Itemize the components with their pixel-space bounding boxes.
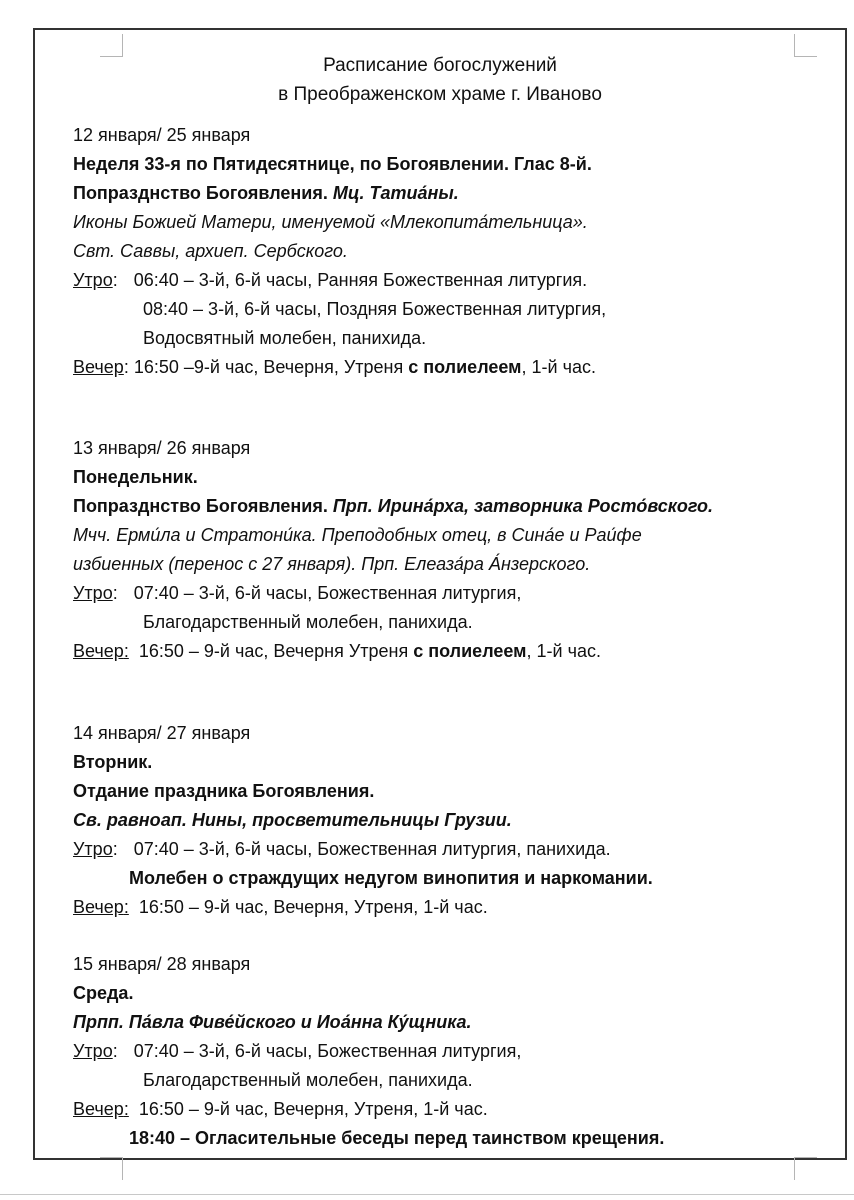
day-date: 12 января/ 25 января (73, 125, 251, 145)
commemoration-line: Свт. Саввы, архиеп. Сербского. (73, 241, 348, 261)
moleben-line: Молебен о страждущих недугом винопития и наркомании. (129, 868, 653, 888)
feast-saint: Мц. Татиа́ны. (332, 183, 459, 203)
morning-line: Утро: 06:40 – 3-й, 6-й часы, Ранняя Божественная литургия. (73, 270, 588, 290)
feast-plain: Попразднство Богоявления. (73, 496, 333, 516)
crop-mark-bottom-left (100, 1157, 123, 1180)
service-time: 06:40 – 3-й, 6-й часы, Ранняя Божественная литургия. (133, 270, 588, 290)
day-date: 14 января/ 27 января (73, 723, 251, 743)
evening-line: Вечер: 16:50 – 9-й час, Вечерня, Утреня, 1-й час. (73, 897, 488, 917)
crop-mark-bottom-right (794, 1157, 817, 1180)
schedule-document (73, 50, 813, 1153)
morning-label: Утро (73, 1041, 113, 1061)
day-date: 13 января/ 26 января (73, 438, 251, 458)
day-date: 15 января/ 28 января (73, 954, 251, 974)
morning-line: Водосвятный молебен, панихида. (143, 328, 427, 348)
morning-label: Утро (73, 839, 113, 859)
feast-line (73, 492, 813, 521)
day-section (73, 434, 813, 666)
evening-line: Вечер: 16:50 –9-й час, Вечерня, Утреня с полиелеем, 1-й час. (73, 357, 596, 377)
morning-line: Утро: 07:40 – 3-й, 6-й часы, Божественная литургия, (73, 583, 522, 603)
evening-label: Вечер (73, 641, 124, 661)
evening-label: Вечер (73, 897, 124, 917)
morning-line: Утро: 07:40 – 3-й, 6-й часы, Божественная литургия, (73, 1041, 522, 1061)
title-line-1: Расписание богослужений (323, 55, 557, 76)
day-weekday: Среда. (73, 983, 134, 1003)
feast-saint: Прпп. Па́вла Фиве́йского и Иоа́нна Ку́щника. (73, 1012, 472, 1032)
evening-label: Вечер (73, 1099, 124, 1119)
commemoration-line: Иконы Божией Матери, именуемой «Млекопита́тельница». (73, 212, 588, 232)
day-section (73, 719, 813, 922)
feast-line: Отдание праздника Богоявления. (73, 781, 375, 801)
catechesis-line: 18:40 – Огласительные беседы перед таинством крещения. (129, 1128, 665, 1148)
morning-line: Утро: 07:40 – 3-й, 6-й часы, Божественная литургия, панихида. (73, 839, 611, 859)
morning-label: Утро (73, 583, 113, 603)
morning-line: Благодарственный молебен, панихида. (143, 612, 473, 632)
morning-line: Благодарственный молебен, панихида. (143, 1070, 473, 1090)
document-title (67, 51, 813, 109)
page-separator (0, 1194, 854, 1195)
evening-line: Вечер: 16:50 – 9-й час, Вечерня, Утреня, 1-й час. (73, 1099, 488, 1119)
morning-line: 08:40 – 3-й, 6-й часы, Поздняя Божественная литургия, (143, 299, 607, 319)
service-time: 07:40 – 3-й, 6-й часы, Божественная литургия, (133, 583, 522, 603)
day-weekday: Понедельник. (73, 467, 198, 487)
commemoration-line: Мчч. Ерми́ла и Стратони́ка. Преподобных отец, в Сина́е и Раи́фе (73, 525, 642, 545)
day-heading: Неделя 33-я по Пятидесятнице, по Богоявлении. Глас 8-й. (73, 154, 592, 174)
service-time: 07:40 – 3-й, 6-й часы, Божественная литургия, панихида. (133, 839, 611, 859)
day-section (73, 950, 813, 1153)
evening-label: Вечер (73, 357, 124, 377)
morning-label: Утро (73, 270, 113, 290)
day-weekday: Вторник. (73, 752, 153, 772)
feast-plain: Попразднство Богоявления. (73, 183, 333, 203)
feast-line (73, 179, 813, 208)
day-section (73, 121, 813, 382)
title-line-2: в Преображенском храме г. Иваново (278, 84, 602, 105)
feast-saint: Св. равноап. Нины, просветительницы Грузии. (73, 810, 512, 830)
feast-saint: Прп. Ирина́рха, затворника Росто́вского. (332, 496, 714, 516)
evening-line: Вечер: 16:50 – 9-й час, Вечерня Утреня с полиелеем, 1-й час. (73, 641, 601, 661)
service-time: 07:40 – 3-й, 6-й часы, Божественная литургия, (133, 1041, 522, 1061)
commemoration-line: избиенных (перенос с 27 января). Прп. Елеаза́ра А́нзерского. (73, 554, 591, 574)
